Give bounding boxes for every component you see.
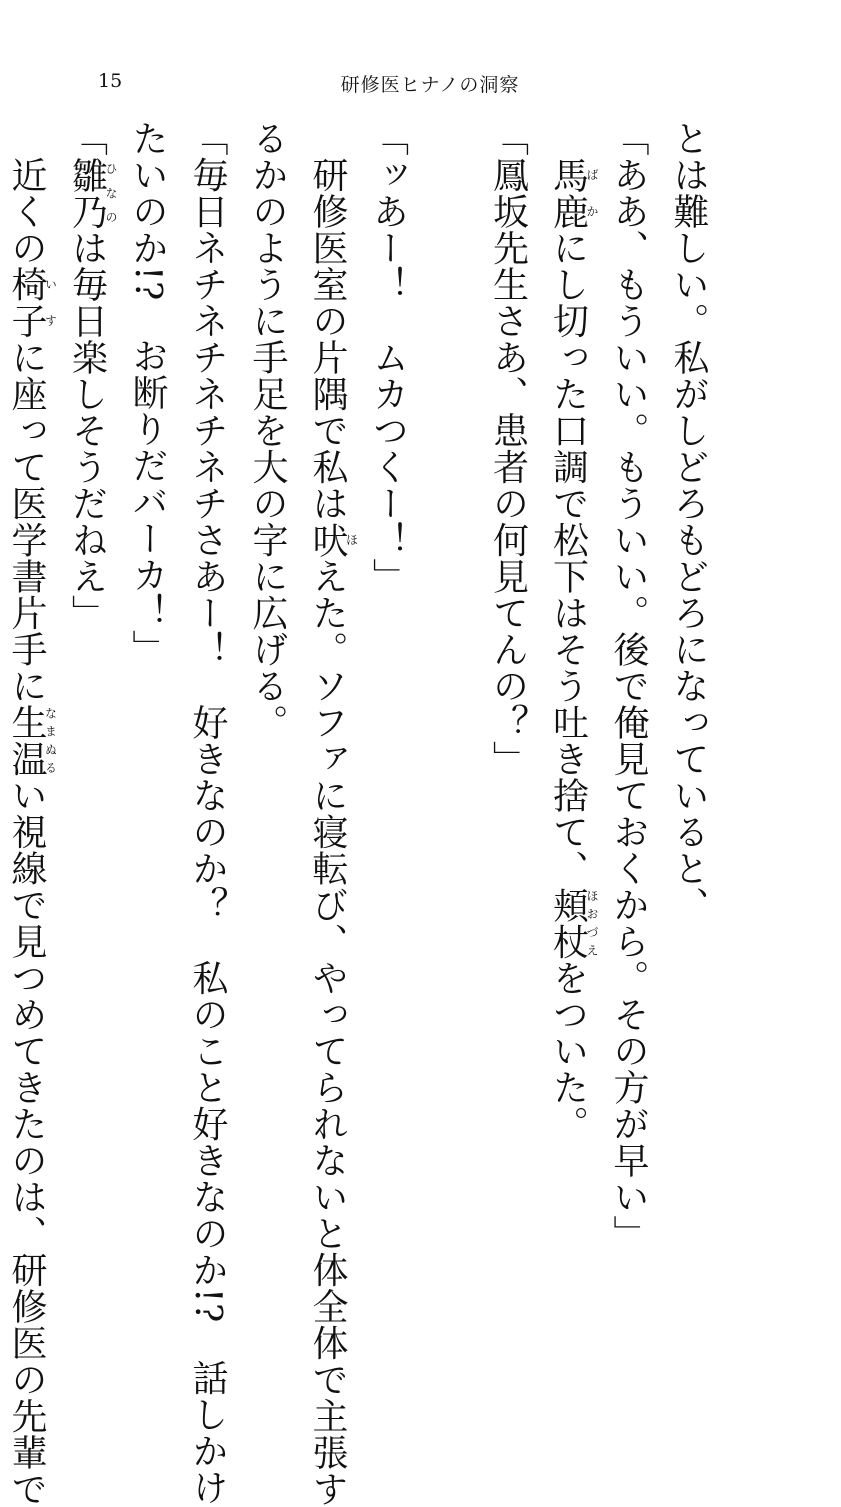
text-line: 「雛乃ひなのは毎日楽しそうだねえ」 bbox=[66, 120, 118, 631]
text-line: とは難しい。私がしどろもどろになっていると、 bbox=[668, 120, 709, 923]
text-line: 近くの椅子いすに座って医学書片手に生温なまぬるい視線で見つめてきたのは、研修医の先輩で bbox=[6, 120, 58, 1507]
text-line: 「毎日ネチネチネチネチさあー！ 好きなのか？ 私のこと好きなのか!? 話しかけ bbox=[187, 120, 228, 1506]
running-title: 研修医ヒナノの洞察 bbox=[340, 74, 520, 96]
text-line: るかのように手足を大の字に広げる。 bbox=[247, 120, 288, 741]
vertical-text-body bbox=[6, 120, 718, 1507]
text-line: 「鳳坂先生さあ、患者の何見てんの？」 bbox=[487, 120, 529, 777]
blank-line bbox=[418, 120, 478, 1130]
page-header bbox=[0, 70, 841, 100]
text-line: 馬鹿ばかにし切った口調で松下はそう吐き捨て、頬杖ほおづえをついた。 bbox=[547, 156, 599, 1142]
text-line: 研修医室の片隅で私は吠ほえた。ソファに寝転び、やってられないと体全体で主張す bbox=[307, 120, 359, 1507]
text-line: 「ッあー！ ムカつくー！」 bbox=[367, 120, 409, 595]
text-line: 「ああ、もういい。もういい。後で俺見ておくから。その方が早い」 bbox=[608, 120, 649, 1252]
text-line: たいのか!? お断りだバーカ！」 bbox=[127, 120, 168, 666]
page-number: 15 bbox=[98, 70, 123, 92]
